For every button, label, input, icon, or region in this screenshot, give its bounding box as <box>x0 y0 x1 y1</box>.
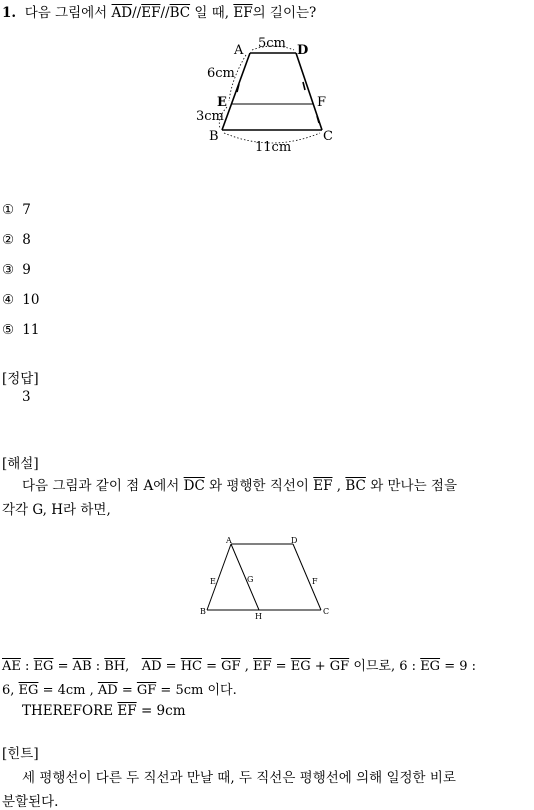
choice-value: 9 <box>22 262 31 278</box>
label-top-length: 5cm <box>258 36 286 51</box>
segment-ad: $\overline{AD}$ <box>97 683 118 698</box>
segment-ef: $\overline{EF}$ <box>141 5 161 21</box>
segment-ad: $\overline{AD}$ <box>111 5 133 21</box>
equation-text: = 4cm , <box>42 683 94 698</box>
choice-2[interactable] <box>2 232 31 248</box>
explanation-line-2: 각각 G, H라 하면, <box>2 502 111 518</box>
explanation-text: 와 만나는 점을 <box>370 478 458 494</box>
equals-sign: = <box>57 659 69 674</box>
equation-text: = 9 : <box>444 659 477 674</box>
label-g: G <box>247 575 254 584</box>
explanation-text: , <box>336 478 342 494</box>
equation-text: = 5cm 이다. <box>160 683 237 698</box>
segment-ef: $\overline{EF}$ <box>117 703 137 719</box>
parallel-sign: // <box>160 5 170 21</box>
segment-hc: $\overline{HC}$ <box>180 659 202 674</box>
label-c: C <box>323 607 330 616</box>
explanation-text: 다음 그림과 같이 점 A에서 <box>22 478 180 494</box>
construction-figure <box>195 532 340 624</box>
choice-value: 11 <box>22 322 40 338</box>
label-h: H <box>255 612 262 621</box>
label-a: A <box>226 536 232 545</box>
label-left-upper-length: 6cm <box>207 66 235 81</box>
equation-text: 이므로, 6 : <box>353 659 417 674</box>
choice-3[interactable] <box>2 262 31 278</box>
explanation-line-1 <box>22 474 457 494</box>
equation-text: 6, <box>2 683 15 698</box>
parallel-sign: // <box>132 5 142 21</box>
comma: , <box>125 659 130 674</box>
conclusion-line <box>22 703 186 719</box>
equals-sign: = <box>121 683 133 698</box>
label-a: A <box>234 43 244 58</box>
label-e: E <box>210 577 216 586</box>
label-e: E <box>217 95 227 110</box>
comma: , <box>244 659 249 674</box>
ratio-colon: : <box>95 659 101 674</box>
question-text-before: 다음 그림에서 <box>24 5 108 21</box>
choice-4[interactable] <box>2 292 39 308</box>
segment-bc: $\overline{BC}$ <box>169 5 191 21</box>
label-d: D <box>297 43 309 58</box>
hint-line-2: 분할된다. <box>2 794 59 810</box>
question-text-after: 의 길이는? <box>252 5 317 21</box>
segment-eg: $\overline{EG}$ <box>33 659 54 674</box>
choice-value: 7 <box>22 202 31 218</box>
trapezoid-figure <box>190 30 350 155</box>
equation-line-2 <box>2 679 237 698</box>
hint-heading: [힌트] <box>2 746 39 762</box>
segment-gf: $\overline{GF}$ <box>136 683 157 698</box>
explanation-text: 와 평행한 직선이 <box>209 478 309 494</box>
choice-mark: ① <box>2 202 15 218</box>
hint-line-1: 세 평행선이 다른 두 직선과 만날 때, 두 직선은 평행선에 의해 일정한 비로 <box>22 770 456 786</box>
segment-gf: $\overline{GF}$ <box>329 659 350 674</box>
equals-sign: = <box>165 659 177 674</box>
equals-sign: = <box>206 659 218 674</box>
label-f: F <box>312 577 318 586</box>
equation-line-1 <box>2 655 476 674</box>
tick-mark <box>237 84 239 92</box>
question-text-mid: 일 때, <box>194 5 230 21</box>
question-line <box>2 1 316 21</box>
label-c: C <box>323 129 333 144</box>
choice-mark: ④ <box>2 292 15 308</box>
segment-ad: $\overline{AD}$ <box>141 659 162 674</box>
choice-value: 8 <box>22 232 31 248</box>
segment-bh: $\overline{BH}$ <box>104 659 126 674</box>
segment-eg: $\overline{EG}$ <box>420 659 441 674</box>
choice-mark: ② <box>2 232 15 248</box>
segment-ef: $\overline{EF}$ <box>233 5 253 21</box>
plus-sign: + <box>314 659 326 674</box>
segment-ah <box>231 544 259 610</box>
tick-mark <box>303 82 305 90</box>
segment-ef: $\overline{EF}$ <box>313 478 333 494</box>
label-f: F <box>317 95 327 110</box>
choice-1[interactable] <box>2 202 31 218</box>
segment-ef: $\overline{EF}$ <box>253 659 272 674</box>
label-bottom-length: 11cm <box>255 140 292 155</box>
answer-value: 3 <box>22 389 31 405</box>
segment-bc: $\overline{BC}$ <box>345 478 366 494</box>
question-number: 1. <box>2 5 17 21</box>
therefore-word: THEREFORE <box>22 703 114 719</box>
choice-mark: ⑤ <box>2 322 15 338</box>
segment-eg: $\overline{EG}$ <box>18 683 39 698</box>
side-ab <box>222 53 250 130</box>
label-left-lower-length: 3cm <box>196 109 224 124</box>
segment-gf: $\overline{GF}$ <box>221 659 241 674</box>
choice-mark: ③ <box>2 262 15 278</box>
segment-eg: $\overline{EG}$ <box>290 659 311 674</box>
answer-heading: [정답] <box>2 371 39 387</box>
label-b: B <box>209 129 219 144</box>
label-b: B <box>200 607 206 616</box>
equals-sign: = <box>275 659 287 674</box>
segment-dc: $\overline{DC}$ <box>183 478 205 494</box>
segment-ab: $\overline{AB}$ <box>72 659 92 674</box>
explanation-heading: [해설] <box>2 456 39 472</box>
label-d: D <box>291 536 298 545</box>
choice-value: 10 <box>22 292 40 308</box>
ratio-colon: : <box>25 659 30 674</box>
tick-mark <box>317 116 319 123</box>
equation-text: = 9cm <box>140 703 186 719</box>
segment-ae: $\overline{AE}$ <box>2 659 21 674</box>
choice-5[interactable] <box>2 322 39 338</box>
